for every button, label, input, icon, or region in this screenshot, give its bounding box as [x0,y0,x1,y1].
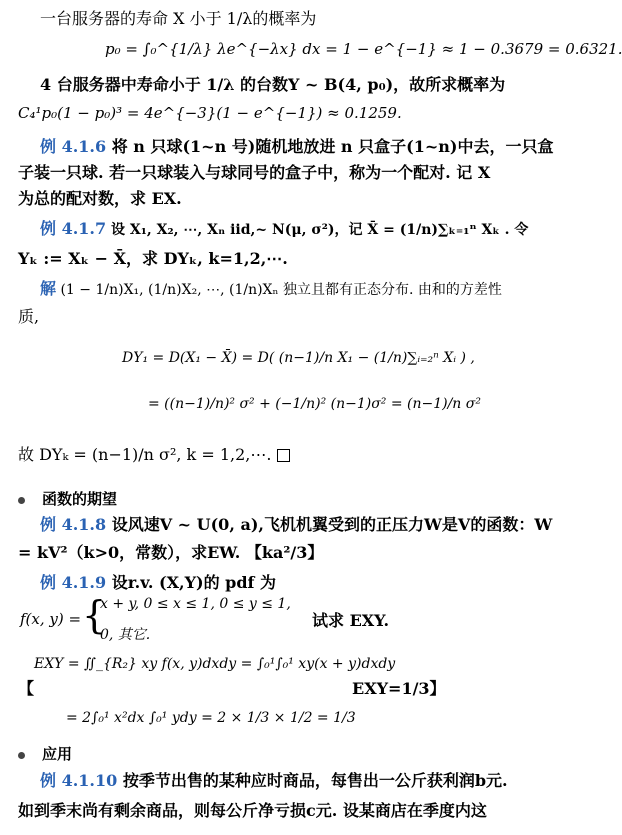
example-4-1-7: 例 4.1.7 设 X₁, X₂, ⋯, Xₙ iid,~ N(μ, σ²)，记 X̄ = (1/n)∑ₖ₌₁ⁿ Xₖ . 令 [40,219,529,238]
text-line: 4 台服务器中寿命小于 1/λ 的台数Y ~ B(4, p₀)，故所求概率为 [40,75,506,94]
example-4-1-9: 例 4.1.9 设r.v. (X,Y)的 pdf 为 [40,573,277,592]
qed-box [277,449,290,462]
text-line: 为总的配对数，求 EX. [18,189,182,208]
equation-variance-1: DY₁ = D(X₁ − X̄) = D( (n−1)/n X₁ − (1/n)∑ᵢ₌₂ⁿ Xᵢ ) , [122,350,475,366]
equation-variance-2: = ((n−1)/n)² σ² + (−1/n)² (n−1)σ² = (n−1)/n σ² [148,396,481,412]
example-label: 例 4.1.9 [40,573,107,592]
section-heading: 函数的期望 [42,490,118,508]
pdf-case-2: 0, 其它. [100,627,151,643]
example-label: 例 4.1.8 [40,515,107,534]
equation-exy-result: = 2∫₀¹ x²dx ∫₀¹ ydy = 2 × 1/3 × 1/2 = 1/3 [66,710,356,726]
bullet-icon [18,752,25,759]
text-line: Yₖ := Xₖ − X̄，求 DYₖ, k=1,2,⋯. [18,249,288,268]
pdf-case-1: x + y, 0 ≤ x ≤ 1, 0 ≤ y ≤ 1, [100,596,291,612]
example-4-1-6: 例 4.1.6 将 n 只球(1~n 号)随机地放进 n 只盒子(1~n)中去，一只盒 [40,137,554,156]
equation-p0: p₀ = ∫₀^{1/λ} λe^{−λx} dx = 1 − e^{−1} ≈ 1 − 0.3679 = 0.6321. [105,40,622,58]
example-4-1-8: 例 4.1.8 设风速V ~ U(0, a),飞机机翼受到的正压力W是V的函数：W [40,515,553,534]
result-line: 故 DYₖ = (n−1)/n σ², k = 1,2,⋯. [18,444,290,466]
left-brace: { [82,593,107,637]
equation-binomial: C₄¹p₀(1 − p₀)³ = 4e^{−3}(1 − e^{−1}) ≈ 0.1259. [18,104,402,122]
text-line: 一台服务器的寿命 X 小于 1/λ的概率为 [40,9,317,28]
text-line: 如到季末尚有剩余商品，则每公斤净亏损c元. 设某商店在季度内这 [18,801,487,820]
example-label: 例 4.1.7 [40,219,107,238]
bracket: 【 [18,679,35,698]
example-4-1-10: 例 4.1.10 按季节出售的某种应时商品，每售出一公斤获利润b元. [40,771,508,790]
solution-line: 解 (1 − 1/n)X₁, (1/n)X₂, ⋯, (1/n)Xₙ 独立且都有正态分布. 由和的方差性 [40,279,502,298]
bullet-icon [18,497,25,504]
text-line: = kV²（k>0，常数），求EW. 【ka²/3】 [18,543,324,562]
text-line: 子装一只球. 若一只球装入与球同号的盒子中，称为一个配对. 记 X [18,163,491,182]
example-label: 例 4.1.10 [40,771,118,790]
solution-label: 解 [40,279,57,298]
text-line: 质, [18,307,40,326]
equation-exy: EXY = ∬_{R₂} xy f(x, y)dxdy = ∫₀¹∫₀¹ xy(x + y)dxdy [34,656,396,672]
example-label: 例 4.1.6 [40,137,107,156]
answer-4-1-9: EXY=1/3】 [352,679,446,698]
section-heading: 应用 [42,745,73,763]
text-line: 试求 EXY. [312,611,390,630]
pdf-lhs: f(x, y) = [20,610,82,628]
